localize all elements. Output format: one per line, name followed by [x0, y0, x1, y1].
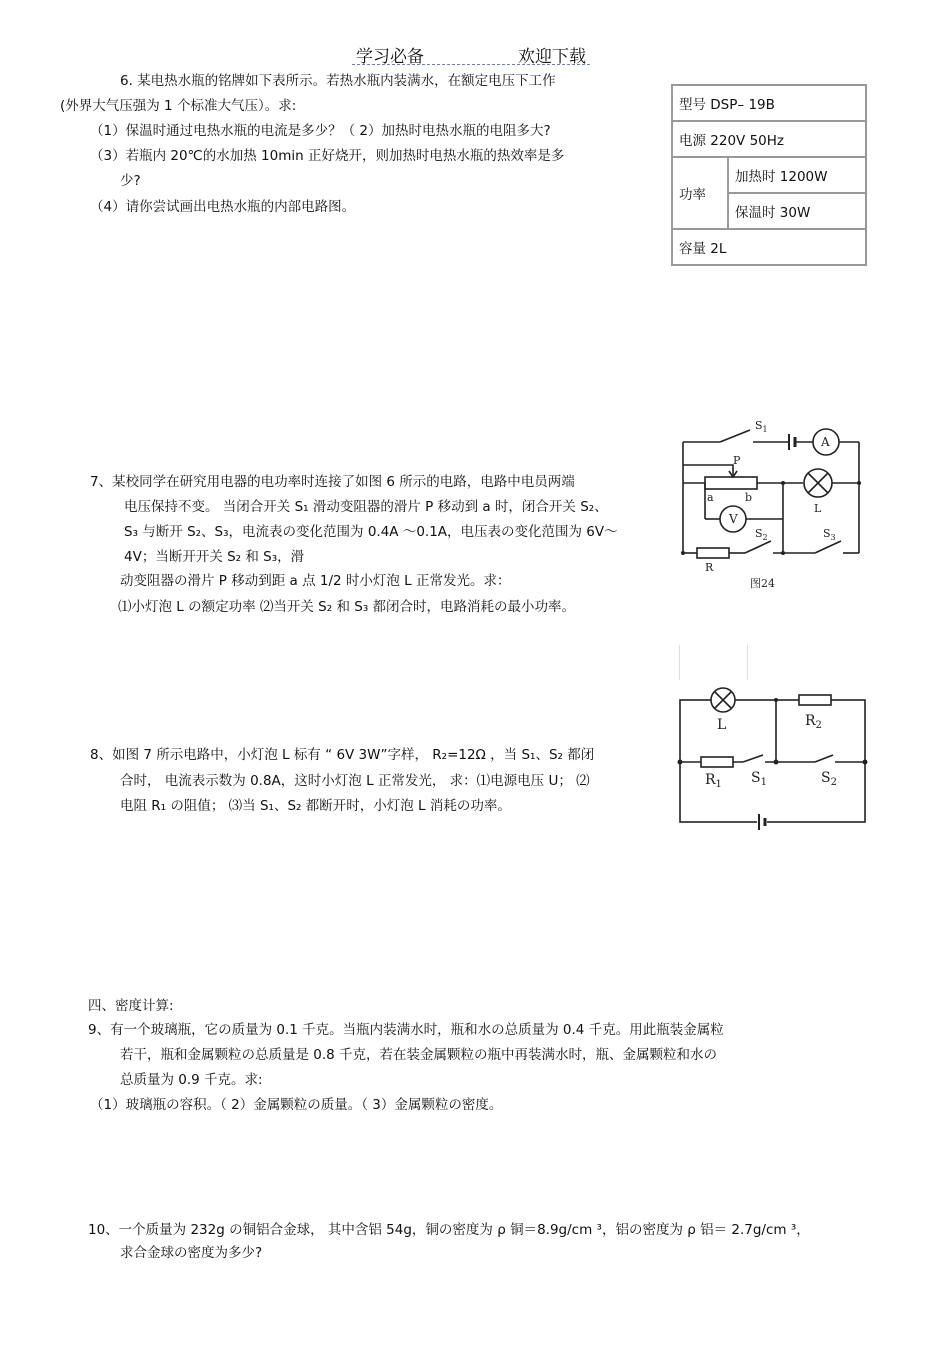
q6-line2: (外界大气压强为 1 个标准大气压）。求: [60, 98, 297, 114]
label-r: R [705, 561, 714, 574]
header-left: 学习必备 [356, 47, 424, 67]
q7-line1: 7、某校同学在研究用电器的电功率时连接了如图 6 所示的电路，电路中电员两端 [90, 474, 575, 490]
q6-line4: （3）若瓶内 20℃的水加热 10min 正好烧开，则加热时电热水瓶的热效率是多 [90, 148, 565, 164]
resistor-r1-icon [701, 757, 733, 767]
rheostat-slider [683, 465, 733, 475]
circuit-figure-7 [675, 685, 875, 835]
junction-dot [781, 481, 785, 485]
q7-line5: 动变阻器の滑片 P 移动到距 a 点 1/2 时小灯泡 L 正常发光。求： [120, 573, 511, 589]
junction-dot [681, 551, 685, 555]
label-lamp: L [814, 502, 822, 515]
resistor-r-icon [697, 548, 729, 558]
header-underline [352, 64, 590, 65]
q7-line6: ⑴小灯泡 L の额定功率 ⑵当开关 S₂ 和 S₃ 都闭合时，电路消耗の最小功率。 [118, 599, 576, 615]
label-s3: $S_3$ [823, 527, 836, 542]
label-r1: $R_1$ [705, 772, 722, 790]
spec-table [671, 84, 867, 266]
label-voltmeter: V [729, 512, 738, 526]
label-s1: $S_1$ [751, 770, 767, 788]
label-s2: $S_2$ [821, 770, 837, 788]
label-a: a [707, 491, 714, 504]
junction-dot [857, 481, 861, 485]
section-4-title: 四、密度计算: [88, 998, 174, 1014]
spec-model: 型号 DSP– 19B [672, 85, 866, 121]
q6-line1: 6. 某电热水瓶的铭牌如下表所示。若热水瓶内装满水，在额定电压下工作 [120, 73, 556, 89]
spec-keep-warm: 保温时 30W [728, 193, 866, 229]
q7-line3: S₃ 与断开 S₂、S₃，电流表の变化范围为 0.4A ～0.1A，电压表の变化范围为 6V～ [124, 524, 618, 540]
resistor-r2-icon [799, 695, 831, 705]
q6-line5: 少? [120, 173, 141, 189]
spec-heating: 加热时 1200W [728, 157, 866, 193]
spec-capacity: 容量 2L [672, 229, 866, 265]
label-s2: $S_2$ [755, 527, 768, 542]
header-right: 欢迎下载 [518, 47, 586, 67]
divider-mark [747, 645, 748, 680]
switch-s3 [815, 541, 841, 553]
label-p: P [733, 454, 741, 467]
junction-dot [678, 760, 683, 765]
q8-line3: 电阻 R₁ の阻值； ⑶当 S₁、S₂ 都断开时，小灯泡 L 消耗の功率。 [120, 798, 511, 814]
q10-line1: 10、一个质量为 232g の铜铝合金球， 其中含铝 54g，铜の密度为 ρ 铜＝8.9g/cm ³，铝の密度为 ρ 铝＝ 2.7g/cm ³， [88, 1222, 810, 1238]
divider-mark [679, 645, 680, 680]
label-b: b [745, 491, 753, 504]
label-r2: $R_2$ [805, 713, 822, 731]
rheostat-icon [705, 477, 757, 489]
q9-line1: 9、有一个玻璃瓶，它の质量为 0.1 千克。当瓶内装满水时，瓶和水の总质量为 0.4 千克。用此瓶装金属粒 [88, 1022, 724, 1038]
q9-line3: 总质量为 0.9 千克。求: [120, 1072, 263, 1088]
label-s1: $S_1$ [755, 419, 768, 434]
q10-line2: 求合金球の密度为多少? [120, 1245, 263, 1261]
spec-power-source: 电源 220V 50Hz [672, 121, 866, 157]
label-lamp: L [717, 717, 727, 733]
junction-dot [774, 698, 778, 702]
switch-s1 [720, 430, 750, 442]
q9-line4: （1）玻璃瓶の容积。（ 2）金属颗粒の质量。（ 3）金属颗粒の密度。 [90, 1097, 503, 1113]
spec-power-label: 功率 [672, 157, 728, 229]
circuit-figure-24 [675, 415, 875, 595]
q6-line3: （1）保温时通过电热水瓶的电流是多少？（ 2）加热时电热水瓶的电阻多大? [90, 123, 551, 139]
q6-line6: （4）请你尝试画出电热水瓶的内部电路图。 [90, 199, 356, 215]
label-ammeter: A [821, 435, 830, 449]
q8-line1: 8、如图 7 所示电路中，小灯泡 L 标有 “ 6V 3W”字样， R₂=12Ω ，当 S₁、S₂ 都闭 [90, 747, 595, 763]
q7-line4: 4V；当断开开关 S₂ 和 S₃，滑 [124, 549, 305, 565]
junction-dot [774, 760, 779, 765]
q7-line2: 电压保持不变。 当闭合开关 S₁ 滑动变阻器的滑片 P 移动到 a 时，闭合开关 S₂、 [124, 499, 608, 515]
q9-line2: 若干，瓶和金属颗粒の总质量是 0.8 千克，若在装金属颗粒の瓶中再装满水时，瓶、金属颗粒和水の [120, 1047, 718, 1063]
switch-s2 [745, 541, 771, 553]
q8-line2: 合时， 电流表示数为 0.8A，这时小灯泡 L 正常发光， 求：⑴电源电压 U； ⑵ [120, 773, 590, 789]
junction-dot [781, 551, 785, 555]
junction-dot [863, 760, 868, 765]
figure-caption: 图24 [750, 577, 775, 590]
